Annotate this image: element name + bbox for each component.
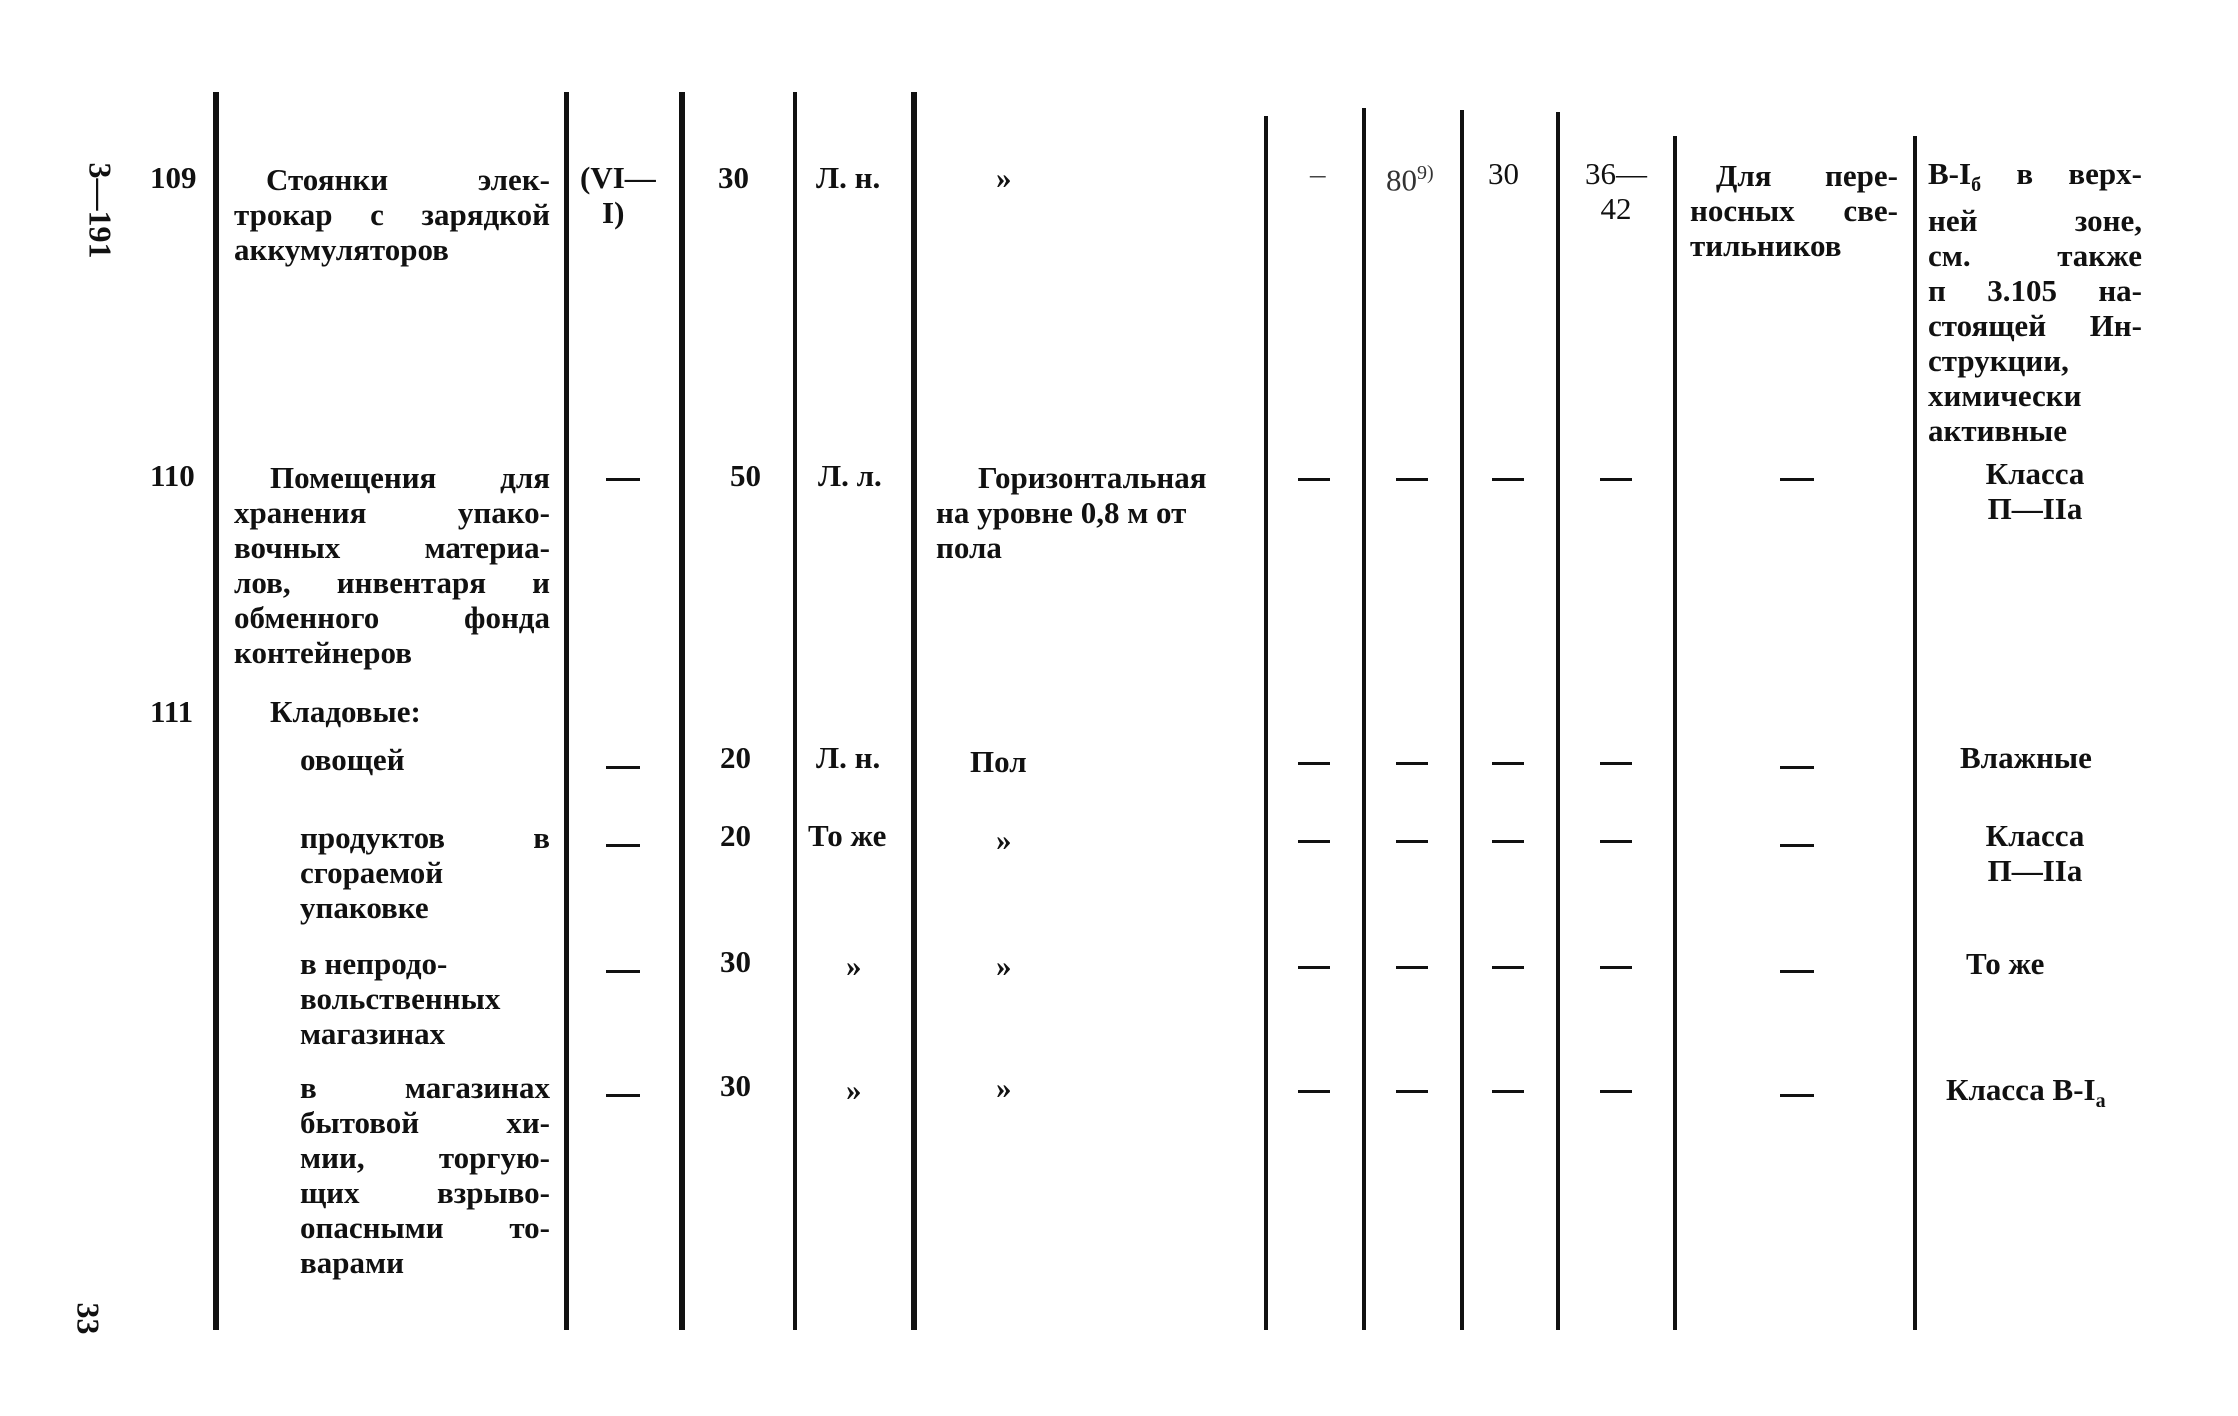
row-110-c2: 50	[730, 458, 761, 493]
row-111-sub3-c7-dash	[1492, 966, 1524, 969]
rule-after-c1	[679, 92, 685, 1330]
row-111-sub4-c8-dash	[1600, 1090, 1632, 1093]
row-111-sub4-c6-dash	[1396, 1090, 1428, 1093]
row-111-number: 111	[150, 694, 194, 729]
row-110-c9-dash	[1780, 478, 1814, 481]
row-111-sub4-c3: »	[846, 1072, 862, 1107]
row-111-sub2-name-line-1: продуктов в	[300, 820, 550, 855]
row-111-sub2-c10-line-1: Класса	[1985, 818, 2085, 853]
row-111-sub4-c10-sub: а	[2095, 1090, 2106, 1113]
row-109-c6-value: 80	[1386, 162, 1417, 198]
row-111-sub4-c5-dash	[1298, 1090, 1330, 1093]
row-110-c4-line-3: пола	[936, 530, 1002, 565]
row-111-sub4-name-line-1: в магазинах	[300, 1070, 550, 1105]
row-110-c3: Л. л.	[818, 458, 882, 493]
row-110-c1-dash	[606, 478, 640, 481]
row-111-sub1-c8-dash	[1600, 762, 1632, 765]
row-111-sub3-c10: То же	[1966, 946, 2045, 981]
row-109-c10-line-8: активные	[1928, 413, 2068, 449]
row-111-sub1-c5-dash	[1298, 762, 1330, 765]
row-111-sub1-c10: Влажные	[1960, 740, 2092, 775]
row-111-sub3-name	[300, 946, 550, 1051]
row-110-name-line-5: обменного фонда	[234, 600, 550, 635]
row-111-sub1-name: овощей	[300, 742, 405, 777]
row-111-sub4-c10	[1946, 1072, 2106, 1119]
row-111-sub3-c5-dash	[1298, 966, 1330, 969]
rule-after-c2	[793, 92, 797, 1330]
row-109-c1-line-1: (VI—	[580, 160, 656, 195]
row-110-c8-dash	[1600, 478, 1632, 481]
row-109-c10-line-5: стоящей Ин-	[1928, 308, 2142, 344]
row-110-c10-line-1: Класса	[1985, 456, 2085, 491]
row-111-sub2-c10	[1928, 818, 2142, 888]
row-111-sub3-c9-dash	[1780, 970, 1814, 973]
row-109-c10-line-4: п 3.105 на-	[1928, 273, 2142, 309]
rule-after-c3	[911, 92, 917, 1330]
row-111-sub3-c2: 30	[720, 944, 751, 979]
row-110-number: 110	[150, 458, 195, 493]
row-109-name-line-2: трокар с зарядкой	[234, 197, 550, 232]
row-109-c8	[1568, 156, 1664, 226]
doc-code: 3—191	[82, 162, 119, 259]
row-110-c5-dash	[1298, 478, 1330, 481]
row-109-name	[234, 162, 550, 267]
rule-after-c6	[1460, 110, 1464, 1330]
row-111-sub3-name-line-1: в непродо-	[300, 946, 448, 981]
row-109-name-line-1: Стоянки элек-	[266, 162, 550, 197]
row-111-sub1-c9-dash	[1780, 766, 1814, 769]
row-110-name-line-2: хранения упако-	[234, 495, 550, 530]
row-111-sub4-name-line-6: варами	[300, 1245, 404, 1280]
row-110-name	[234, 460, 550, 670]
row-111-sub4-name-line-5: опасными то-	[300, 1210, 550, 1245]
row-109-c10-sub: б	[1971, 174, 1982, 197]
row-111-sub2-c7-dash	[1492, 840, 1524, 843]
row-111-sub2-c6-dash	[1396, 840, 1428, 843]
rule-after-num	[213, 92, 219, 1330]
row-109-c6-note: 9)	[1417, 162, 1434, 184]
row-109-c9	[1690, 158, 1898, 263]
row-110-c7-dash	[1492, 478, 1524, 481]
row-109-c9-line-3: тильников	[1690, 228, 1842, 263]
row-111-sub4-c10-text: Класса В-I	[1946, 1072, 2096, 1107]
row-111-name: Кладовые:	[270, 694, 421, 729]
row-109-c10-class: В-I	[1928, 156, 1972, 191]
row-111-sub1-c1-dash	[606, 766, 640, 769]
row-109-c1-line-2: I)	[602, 195, 625, 230]
row-110-name-line-1: Помещения для	[270, 460, 550, 495]
row-110-c4-line-2: на уровне 0,8 м от	[936, 495, 1187, 530]
row-111-sub4-name	[300, 1070, 550, 1280]
row-111-sub3-c6-dash	[1396, 966, 1428, 969]
row-111-sub3-name-line-2: вольственных	[300, 981, 501, 1016]
row-109-c9-line-1: Для пере-	[1716, 158, 1898, 193]
row-111-sub2-name-line-3: упаковке	[300, 890, 429, 925]
row-111-sub2-c5-dash	[1298, 840, 1330, 843]
row-109-c2: 30	[718, 160, 749, 195]
row-110-c4-line-1: Горизонтальная	[978, 460, 1207, 495]
row-109-c10-line-3: см. также	[1928, 238, 2142, 274]
row-111-sub1-c2: 20	[720, 740, 751, 775]
row-111-sub2-c4: »	[996, 822, 1012, 857]
row-109-c8-line-1: 36—	[1585, 156, 1647, 191]
row-109-number: 109	[150, 160, 197, 195]
row-111-sub1-c4: Пол	[970, 744, 1027, 779]
rule-after-c7	[1556, 112, 1560, 1330]
row-111-sub2-c1-dash	[606, 844, 640, 847]
row-111-sub4-c4: »	[996, 1070, 1012, 1105]
rule-after-c4	[1264, 116, 1268, 1330]
row-110-c10-line-2: П—IIа	[1987, 491, 2083, 526]
row-109-c10-line-7: химически	[1928, 378, 2082, 414]
row-109-c5: –	[1310, 156, 1326, 191]
row-111-sub3-c4: »	[996, 948, 1012, 983]
row-111-sub4-name-line-4: щих взрыво-	[300, 1175, 550, 1210]
row-109-c9-line-2: носных све-	[1690, 193, 1898, 228]
row-110-name-line-4: лов, инвентаря и	[234, 565, 550, 600]
row-110-c10	[1928, 456, 2142, 526]
row-110-c4	[936, 460, 1207, 565]
row-110-name-line-3: вочных материа-	[234, 530, 550, 565]
row-111-sub4-name-line-3: мии, торгую-	[300, 1140, 550, 1175]
row-111-sub3-c3: »	[846, 948, 862, 983]
row-111-sub2-c2: 20	[720, 818, 751, 853]
row-109-c7: 30	[1488, 156, 1519, 191]
row-109-c10-line-2: ней зоне,	[1928, 203, 2142, 239]
row-111-sub4-c9-dash	[1780, 1094, 1814, 1097]
row-109-c1	[580, 160, 656, 230]
row-111-sub4-c2: 30	[720, 1068, 751, 1103]
row-111-sub1-c3: Л. н.	[816, 740, 881, 775]
rule-after-c5	[1362, 108, 1366, 1330]
row-111-sub2-name-line-2: сгораемой	[300, 855, 444, 890]
row-109-c6	[1386, 156, 1434, 197]
row-109-c3: Л. н.	[816, 160, 881, 195]
row-111-sub4-name-line-2: бытовой хи-	[300, 1105, 550, 1140]
row-111-sub2-c8-dash	[1600, 840, 1632, 843]
row-111-sub4-c7-dash	[1492, 1090, 1524, 1093]
page-number: 33	[70, 1302, 107, 1335]
row-111-sub3-name-line-3: магазинах	[300, 1016, 446, 1051]
row-109-c10	[1928, 156, 2142, 448]
row-111-sub3-c1-dash	[606, 970, 640, 973]
row-109-c10-line-6: струкции,	[1928, 343, 2069, 379]
row-109-c10-rest: в верх-	[1981, 156, 2142, 191]
row-111-sub2-c9-dash	[1780, 844, 1814, 847]
row-111-sub1-c6-dash	[1396, 762, 1428, 765]
rule-after-c9	[1913, 136, 1917, 1330]
row-111-sub1-c7-dash	[1492, 762, 1524, 765]
row-109-c4: »	[996, 160, 1012, 195]
rule-after-c8	[1673, 136, 1677, 1330]
row-111-sub2-c10-line-2: П—IIа	[1987, 853, 2083, 888]
row-111-sub2-c3: То же	[808, 818, 887, 853]
row-110-c6-dash	[1396, 478, 1428, 481]
row-109-name-line-3: аккумуляторов	[234, 232, 449, 267]
row-111-sub2-name	[300, 820, 550, 925]
rule-after-name	[564, 92, 569, 1330]
row-111-sub4-c1-dash	[606, 1094, 640, 1097]
row-111-sub3-c8-dash	[1600, 966, 1632, 969]
row-109-c10-line-1	[1928, 156, 2142, 203]
row-109-c8-line-2: 42	[1600, 191, 1632, 226]
row-110-name-line-6: контейнеров	[234, 635, 412, 670]
